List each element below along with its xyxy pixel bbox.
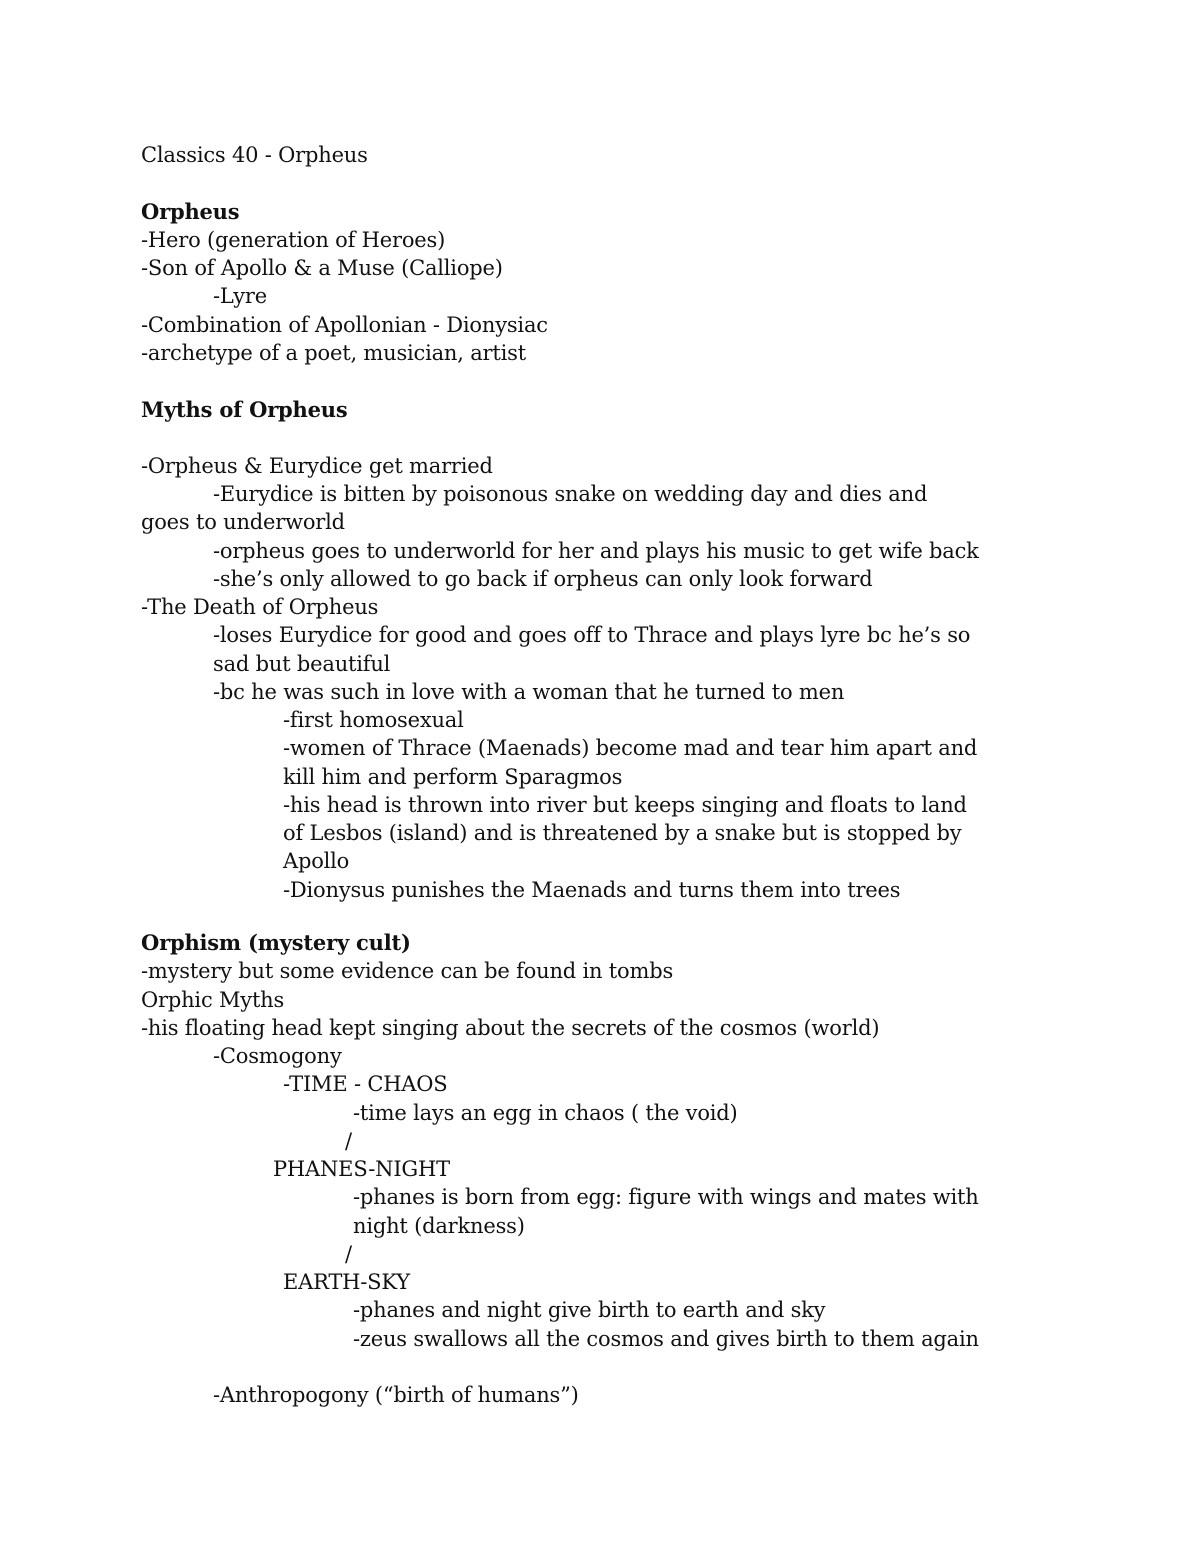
document-title: Classics 40 - Orpheus xyxy=(141,143,368,167)
text-line: -first homosexual xyxy=(283,708,464,732)
text-line: -his floating head kept singing about the secrets of the cosmos (world) xyxy=(141,1016,880,1040)
text-line: -Combination of Apollonian - Dionysiac xyxy=(141,313,548,337)
text-line: -orpheus goes to underworld for her and plays his music to get wife back xyxy=(213,539,979,563)
text-line: -The Death of Orpheus xyxy=(141,595,379,619)
text-line: -archetype of a poet, musician, artist xyxy=(141,341,526,365)
text-line: -she’s only allowed to go back if orpheus can only look forward xyxy=(213,567,873,591)
text-line: -Son of Apollo & a Muse (Calliope) xyxy=(141,256,503,280)
text-line: -women of Thrace (Maenads) become mad and tear him apart and xyxy=(283,736,978,760)
text-line: -bc he was such in love with a woman that he turned to men xyxy=(213,680,845,704)
text-line: night (darkness) xyxy=(353,1214,525,1238)
text-line: sad but beautiful xyxy=(213,652,391,676)
text-line: -phanes is born from egg: figure with wings and mates with xyxy=(353,1185,979,1209)
section-heading-myths: Myths of Orpheus xyxy=(141,397,348,422)
text-line: -phanes and night give birth to earth and sky xyxy=(353,1298,826,1322)
text-line: -his head is thrown into river but keeps singing and floats to land xyxy=(283,793,967,817)
text-line: kill him and perform Sparagmos xyxy=(283,765,623,789)
text-line: -TIME - CHAOS xyxy=(283,1072,448,1096)
text-line: Orphic Myths xyxy=(141,988,285,1012)
text-line: -zeus swallows all the cosmos and gives birth to them again xyxy=(353,1327,979,1351)
text-line: of Lesbos (island) and is threatened by a snake but is stopped by xyxy=(283,821,962,845)
text-line: -Lyre xyxy=(213,284,268,308)
text-line: -Hero (generation of Heroes) xyxy=(141,228,446,252)
text-line: -mystery but some evidence can be found in tombs xyxy=(141,959,674,983)
text-line: -Eurydice is bitten by poisonous snake on wedding day and dies and xyxy=(213,482,928,506)
text-line: -loses Eurydice for good and goes off to Thrace and plays lyre bc he’s so xyxy=(213,623,971,647)
text-line: PHANES-NIGHT xyxy=(273,1157,450,1181)
section-heading-orpheus: Orpheus xyxy=(141,199,240,224)
text-line: -time lays an egg in chaos ( the void) xyxy=(353,1101,738,1125)
text-line: / xyxy=(345,1129,352,1153)
text-line: -Dionysus punishes the Maenads and turns them into trees xyxy=(283,878,901,902)
section-heading-orphism: Orphism (mystery cult) xyxy=(141,930,411,955)
text-line: / xyxy=(345,1242,352,1266)
text-line: Apollo xyxy=(283,849,350,873)
text-line: -Cosmogony xyxy=(213,1044,342,1068)
text-line: -Anthropogony (“birth of humans”) xyxy=(213,1383,579,1407)
text-line: goes to underworld xyxy=(141,510,345,534)
text-line: EARTH-SKY xyxy=(283,1270,410,1294)
text-line: -Orpheus & Eurydice get married xyxy=(141,454,493,478)
